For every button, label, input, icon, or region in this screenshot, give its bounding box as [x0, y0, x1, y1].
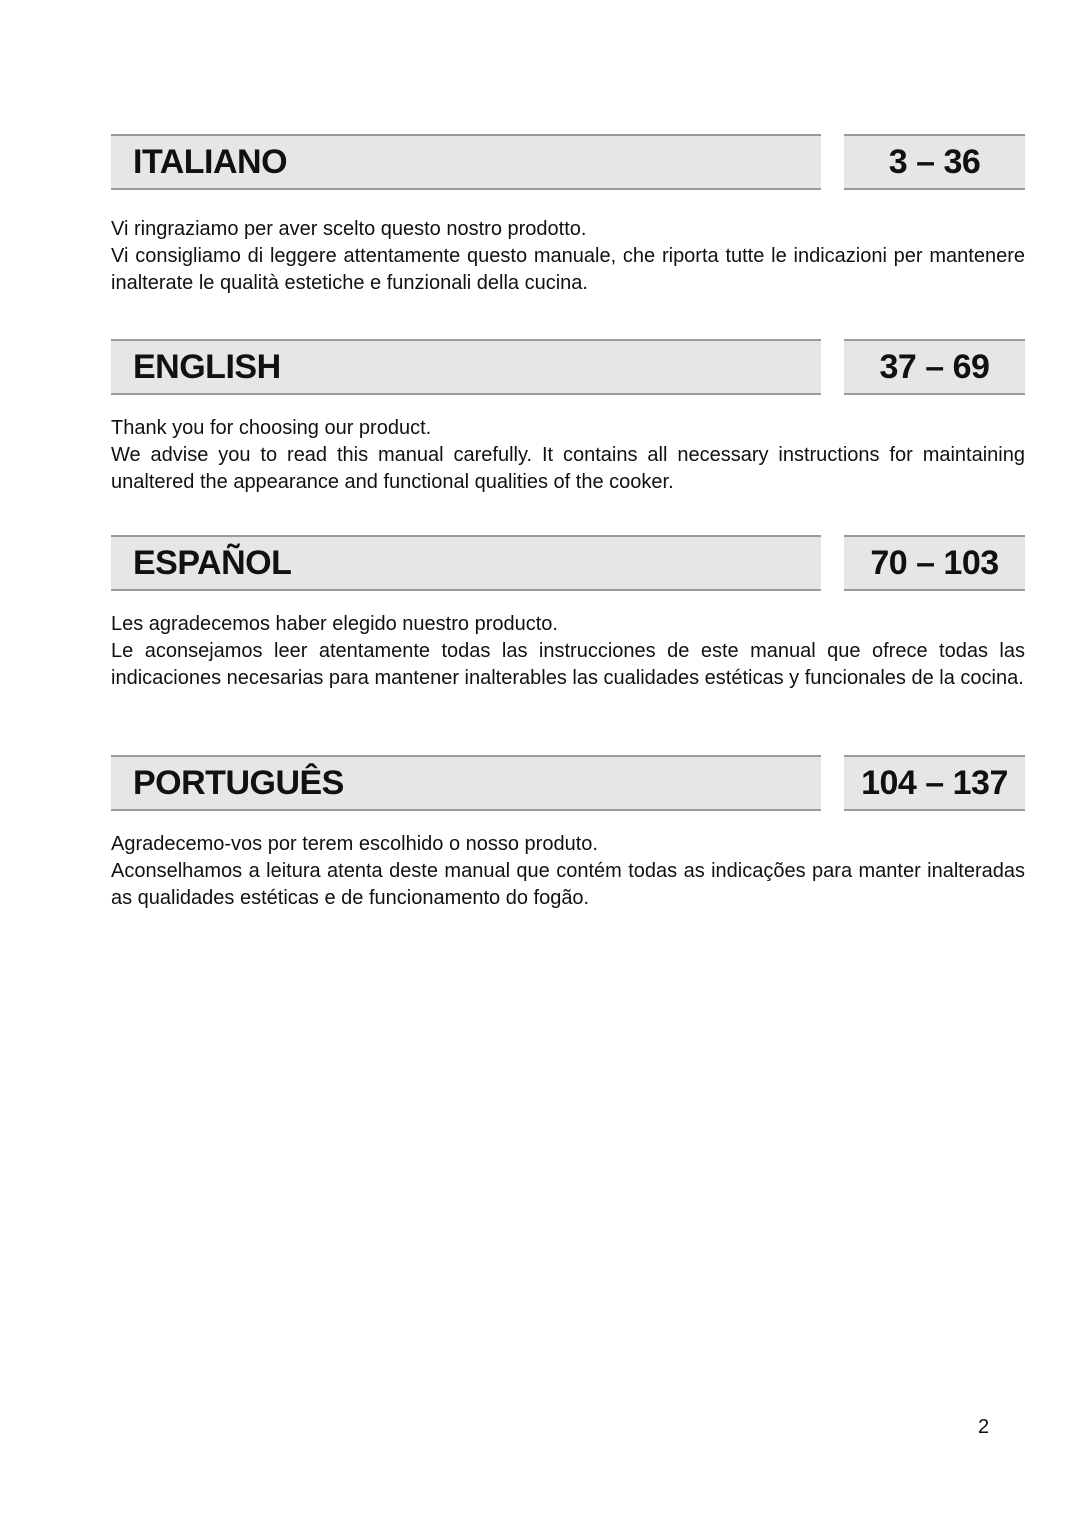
- intro-advice: We advise you to read this manual carefully. It contains all necessary instructions for maintaining unaltered the appearance and functional qualities of the cooker.: [111, 444, 1025, 493]
- section-header: [111, 339, 1025, 395]
- page-number: 2: [978, 1416, 990, 1438]
- intro-thanks: Thank you for choosing our product.: [111, 417, 432, 439]
- language-heading-box: [111, 755, 821, 811]
- section-intro: [111, 415, 1025, 496]
- language-title: ESPAÑOL: [133, 544, 292, 582]
- intro-thanks: Vi ringraziamo per aver scelto questo nostro prodotto.: [111, 218, 587, 240]
- language-title: ENGLISH: [133, 348, 281, 386]
- intro-advice: Vi consigliamo di leggere attentamente questo manuale, che riporta tutte le indicazioni per mantenere inalterate le qualità estetiche e funzionali della cucina.: [111, 245, 1025, 294]
- page-range: 104 – 137: [861, 764, 1008, 802]
- page-range: 37 – 69: [879, 348, 990, 386]
- section-header: [111, 535, 1025, 591]
- language-heading-box: [111, 339, 821, 395]
- section-portugues: [111, 755, 1025, 912]
- page-range-box: [844, 755, 1025, 811]
- page-range-box: [844, 535, 1025, 591]
- section-espanol: [111, 535, 1025, 692]
- section-english: [111, 339, 1025, 496]
- page-range: 70 – 103: [870, 544, 999, 582]
- intro-thanks: Agradecemo-vos por terem escolhido o nosso produto.: [111, 833, 598, 855]
- intro-advice: Aconselhamos a leitura atenta deste manual que contém todas as indicações para manter inalteradas as qualidades estéticas e de funcionamento do fogão.: [111, 860, 1025, 909]
- page-range: 3 – 36: [888, 143, 981, 181]
- language-heading-box: [111, 134, 821, 190]
- section-intro: [111, 216, 1025, 297]
- section-italiano: [111, 134, 1025, 297]
- intro-advice: Le aconsejamos leer atentamente todas las instrucciones de este manual que ofrece todas las indicaciones necesarias para mantener inalterables las cualidades estéticas y funcionales de la cocina.: [111, 640, 1025, 689]
- page-range-box: [844, 134, 1025, 190]
- section-header: [111, 134, 1025, 190]
- section-intro: [111, 611, 1025, 692]
- language-title: PORTUGUÊS: [133, 764, 344, 802]
- language-heading-box: [111, 535, 821, 591]
- page-range-box: [844, 339, 1025, 395]
- section-intro: [111, 831, 1025, 912]
- intro-thanks: Les agradecemos haber elegido nuestro producto.: [111, 613, 558, 635]
- language-title: ITALIANO: [133, 143, 288, 181]
- section-header: [111, 755, 1025, 811]
